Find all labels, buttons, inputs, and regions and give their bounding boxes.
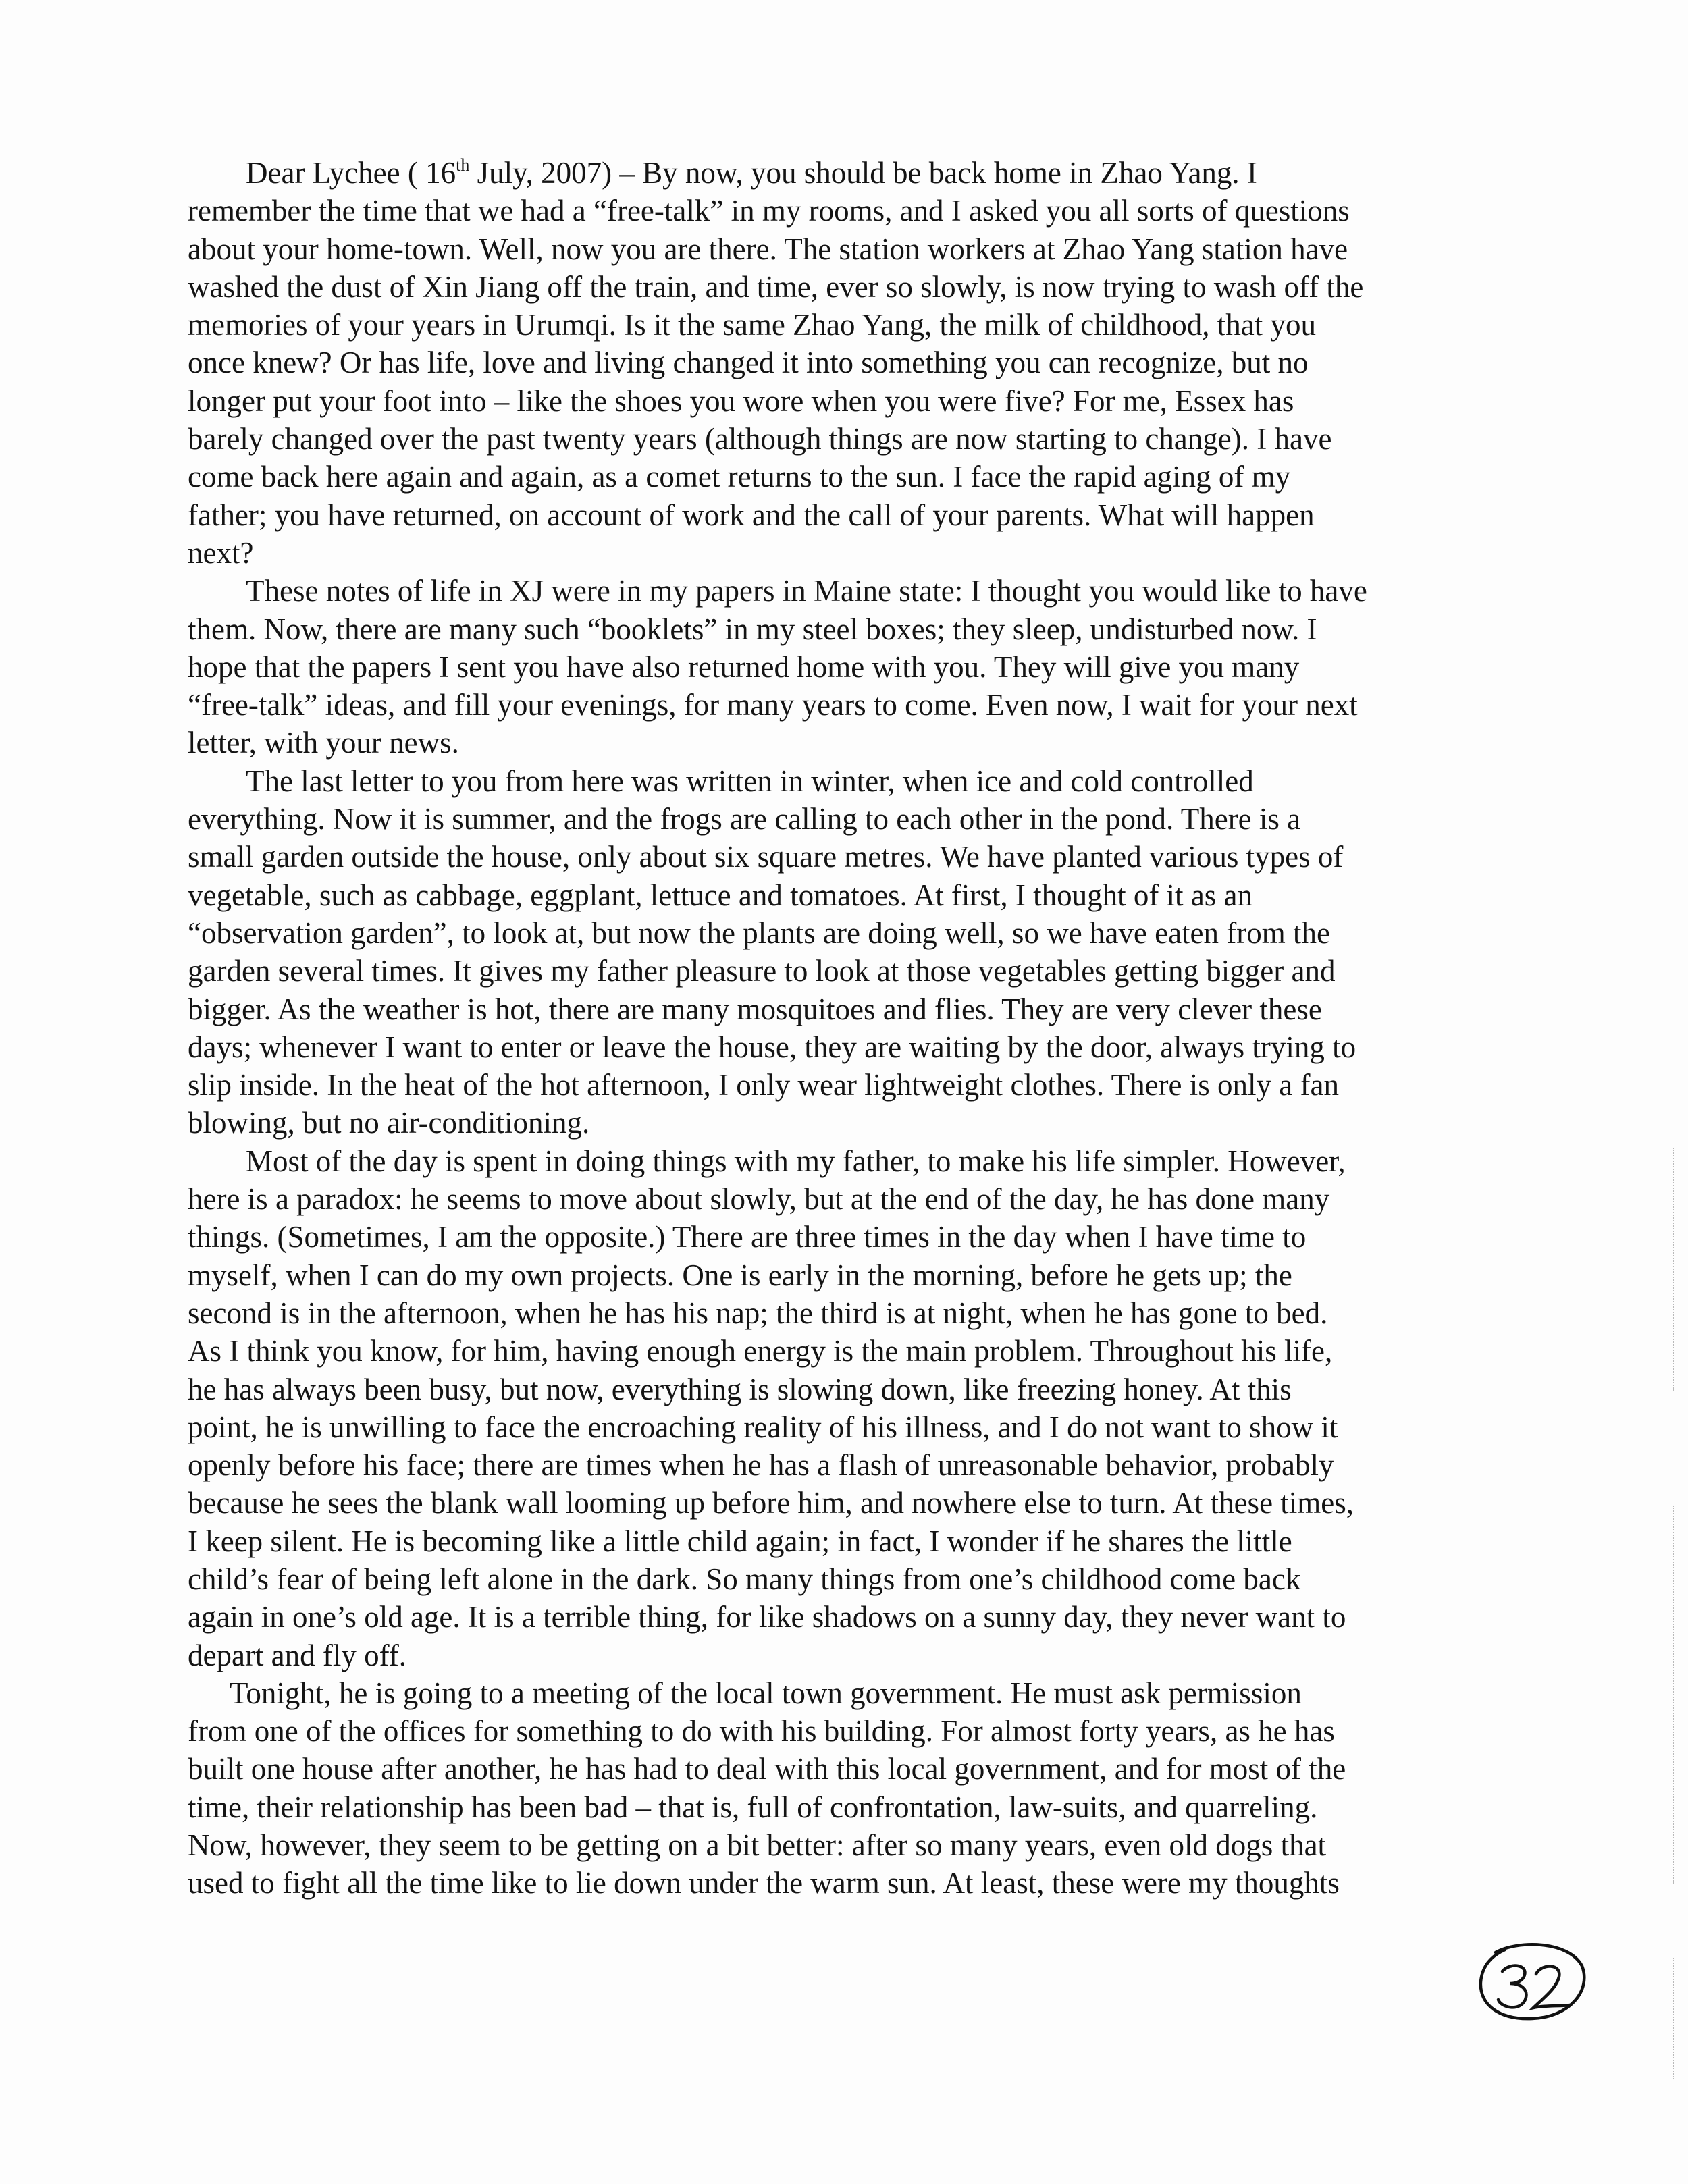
letter-line: memories of your years in Urumqi. Is it the same Zhao Yang, the milk of childhood, that you xyxy=(188,308,1316,342)
letter-line: “observation garden”, to look at, but now the plants are doing well, so we have eaten from the xyxy=(188,915,1330,950)
date-suffix: th xyxy=(456,155,470,175)
letter-line: child’s fear of being left alone in the dark. So many things from one’s childhood come back xyxy=(188,1562,1301,1596)
letter-line: vegetable, such as cabbage, eggplant, lettuce and tomatoes. At first, I thought of it as an xyxy=(188,878,1253,912)
letter-line: blowing, but no air-conditioning. xyxy=(188,1106,590,1140)
letter-line: days; whenever I want to enter or leave the house, they are waiting by the door, always trying to xyxy=(188,1030,1356,1064)
letter-line: everything. Now it is summer, and the frogs are calling to each other in the pond. There is a xyxy=(188,802,1301,836)
letter-line: because he sees the blank wall looming up before him, and nowhere else to turn. At these times, xyxy=(188,1486,1354,1520)
letter-line: barely changed over the past twenty years (although things are now starting to change). I have xyxy=(188,422,1332,456)
letter-line: come back here again and again, as a comet returns to the sun. I face the rapid aging of my xyxy=(188,460,1291,494)
letter-line: garden several times. It gives my father pleasure to look at those vegetables getting bigger and xyxy=(188,954,1336,988)
date-day: 16 xyxy=(425,156,456,190)
date-rest: July, 2007) – By now, you should be back home in Zhao Yang. I xyxy=(477,156,1257,190)
letter-line: letter, with your news. xyxy=(188,726,459,760)
letter-line: things. (Sometimes, I am the opposite.) There are three times in the day when I have time to xyxy=(188,1220,1307,1254)
letter-line: washed the dust of Xin Jiang off the train, and time, ever so slowly, is now trying to wash off the xyxy=(188,269,1364,304)
letter-paragraph-start: The last letter to you from here was written in winter, when ice and cold controlled xyxy=(246,764,1254,798)
letter-line: them. Now, there are many such “booklets” in my steel boxes; they sleep, undisturbed now. I xyxy=(188,612,1317,646)
letter-line: longer put your foot into – like the shoes you wore when you were five? For me, Essex has xyxy=(188,383,1294,418)
letter-line: again in one’s old age. It is a terrible thing, for like shadows on a sunny day, they never want to xyxy=(188,1600,1346,1634)
letter-line: I keep silent. He is becoming like a little child again; in fact, I wonder if he shares the little xyxy=(188,1524,1292,1558)
letter-opening-line xyxy=(188,154,1491,192)
letter-line: As I think you know, for him, having enough energy is the main problem. Throughout his life, xyxy=(188,1334,1333,1368)
letter-line: point, he is unwilling to face the encroaching reality of his illness, and I do not want to show it xyxy=(188,1410,1338,1444)
letter-paragraph-start: These notes of life in XJ were in my papers in Maine state: I thought you would like to have xyxy=(246,574,1367,608)
letter-line: he has always been busy, but now, everything is slowing down, like freezing honey. At this xyxy=(188,1372,1292,1406)
letter-line: openly before his face; there are times when he has a flash of unreasonable behavior, probably xyxy=(188,1448,1334,1483)
letter-line: once knew? Or has life, love and living changed it into something you can recognize, but no xyxy=(188,346,1309,380)
scan-edge-artifact xyxy=(1673,1148,1674,1391)
letter-line: built one house after another, he has had to deal with this local government, and for most of the xyxy=(188,1752,1346,1786)
letter-line: used to fight all the time like to lie down under the warm sun. At least, these were my thoughts xyxy=(188,1866,1340,1900)
letter-line: bigger. As the weather is hot, there are many mosquitoes and flies. They are very clever these xyxy=(188,992,1322,1026)
letter-line: time, their relationship has been bad – that is, full of confrontation, law-suits, and quarreling. xyxy=(188,1790,1318,1824)
salutation: Dear Lychee ( xyxy=(246,156,418,190)
letter-line: remember the time that we had a “free-talk” in my rooms, and I asked you all sorts of questions xyxy=(188,194,1350,228)
letter-paragraph-start: Tonight, he is going to a meeting of the local town government. He must ask permission xyxy=(230,1676,1302,1710)
handwritten-page-number xyxy=(1475,1938,1589,2024)
letter-line: slip inside. In the heat of the hot afternoon, I only wear lightweight clothes. There is only a fan xyxy=(188,1068,1339,1102)
scan-edge-artifact xyxy=(1673,1506,1674,1884)
letter-line: second is in the afternoon, when he has his nap; the third is at night, when he has gone to bed. xyxy=(188,1296,1328,1330)
letter-line: from one of the offices for something to do with his building. For almost forty years, as he has xyxy=(188,1714,1335,1749)
letter-line: next? xyxy=(188,535,254,570)
letter-line: Now, however, they seem to be getting on a bit better: after so many years, even old dogs that xyxy=(188,1828,1327,1863)
letter-body xyxy=(188,154,1491,1902)
letter-line: “free-talk” ideas, and fill your evenings, for many years to come. Even now, I wait for your next xyxy=(188,688,1358,722)
letter-line: hope that the papers I sent you have also returned home with you. They will give you many xyxy=(188,649,1300,684)
letter-line: here is a paradox: he seems to move about slowly, but at the end of the day, he has done many xyxy=(188,1182,1330,1217)
letter-line: myself, when I can do my own projects. One is early in the morning, before he gets up; the xyxy=(188,1258,1292,1292)
letter-line: small garden outside the house, only about six square metres. We have planted various types of xyxy=(188,840,1344,874)
letter-line: depart and fly off. xyxy=(188,1638,407,1672)
letter-line: father; you have returned, on account of work and the call of your parents. What will happen xyxy=(188,498,1315,532)
scan-edge-artifact xyxy=(1673,1958,1674,2079)
letter-line: about your home-town. Well, now you are there. The station workers at Zhao Yang station have xyxy=(188,232,1348,266)
letter-paragraph-start: Most of the day is spent in doing things with my father, to make his life simpler. However, xyxy=(246,1144,1346,1178)
